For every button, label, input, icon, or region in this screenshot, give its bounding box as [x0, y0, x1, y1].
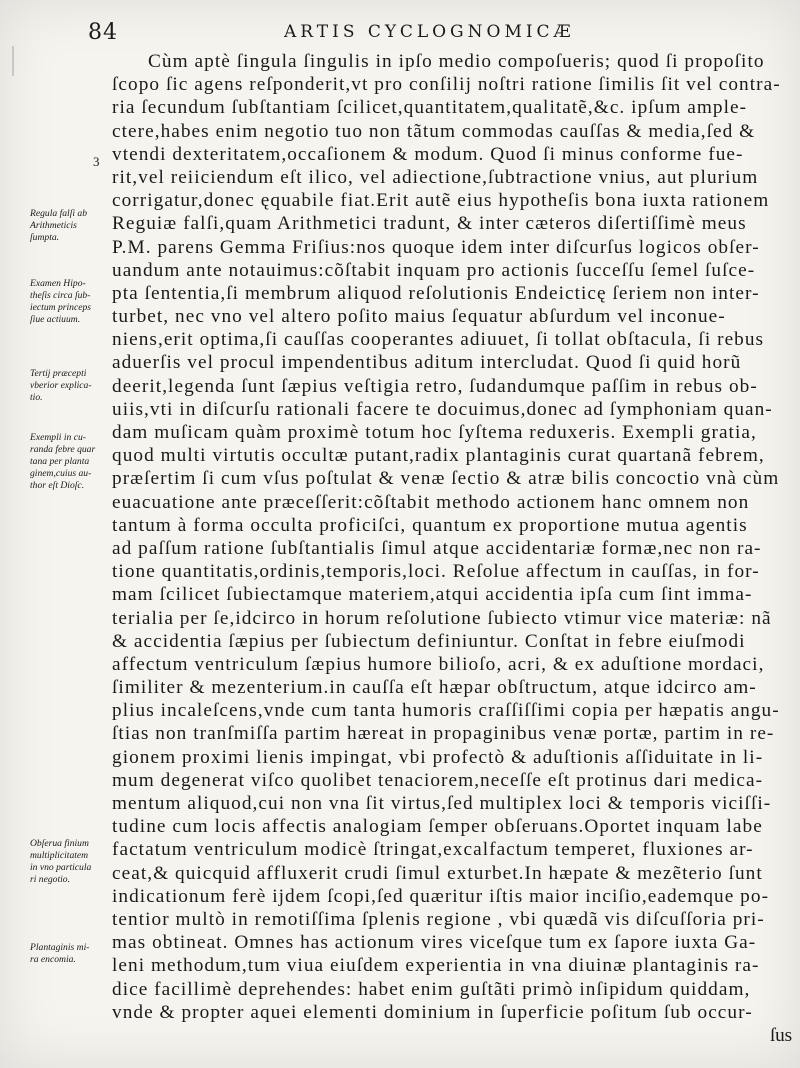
margin-note-examen [30, 278, 110, 326]
note-line: multiplicitatem [30, 850, 89, 861]
text-line: euacuatione ante præceſſerit:cõſtabit methodo actionem hanc omnem non [112, 491, 750, 513]
text-line: corrigatur,donec ęquabile fiat.Erit autẽ eius hypotheſis bona iuxta rationem [112, 190, 770, 212]
note-line: ra encomia. [30, 954, 76, 965]
text-line: uandum ante notauimus:cõſtabit inquam pro actionis ſucceſſu ſemel ſuſce- [112, 259, 756, 281]
text-line: tudine cum locis affectis analogiam ſemper obſeruans.Oportet inquam labe [112, 816, 763, 838]
text-line: quod multi virtutis occultæ putant,radix plantaginis curat quartanã febrem, [112, 445, 765, 467]
text-line: deerit,legenda ſunt ſæpius veſtigia retro, ſudandumque paſſim in rebus ob- [112, 375, 758, 397]
note-line: randa febre quar [30, 444, 96, 455]
note-line: Exempli in cu- [30, 432, 86, 443]
note-line: theſis circa ſub- [30, 290, 91, 301]
text-line: uiis,vti in diſcurſu rationali facere te docuimus,donec ad ſymphoniam quan- [112, 398, 773, 420]
text-line: P.M. parens Gemma Friſius:nos quoque idem inter diſcurſus logicos obſer- [112, 236, 760, 258]
text-line: tione quantitatis,ordinis,temporis,loci. Reſolue affectum in cauſſas, in for- [112, 561, 760, 583]
note-line: Examen Hipo- [30, 278, 86, 289]
text-line: affectum ventriculum ſæpius humore bilioſo, acri, & ex aduſtione mordaci, [112, 653, 765, 675]
text-line: factatum ventriculum modicè ſtringat,excalfactum temperet, fluxiones ar- [112, 839, 754, 861]
text-line: rit,vel reiiciendum eſt ilico, vel adiectione,ſubtractione vnius, aut plurium [112, 166, 759, 188]
text-line: niens,erit optima,ſi cauſſas cooperantes adiuuet, ſi tollat obſtacula, ſi rebus [112, 329, 765, 351]
text-line: terialia per ſe,idcirco in horum reſolutione ſubiecto vtimur vice materiæ: nã [112, 607, 772, 629]
text-line: Cùm aptè ſingula ſingulis in ipſo medio compoſueris; quod ſi propoſito [148, 51, 765, 72]
text-line: ſtias non tranſmiſſa partim hæreat in propaginibus venæ portæ, partim in re- [112, 723, 775, 745]
note-line: tio. [30, 392, 43, 403]
note-line: thor eſt Dioſc. [30, 480, 85, 491]
text-line: pta ſententia,ſi membrum aliquod reſolutionis Endeicticę ſeriem non inter- [112, 282, 760, 304]
margin-note-plantaginis [30, 942, 110, 966]
note-line: ſiue actiuum. [30, 314, 81, 325]
page-number: 84 [88, 20, 118, 45]
note-line: Tertij præcepti [30, 368, 87, 379]
text-line: vnde & propter aquei elementi dominium in ſuperficie poſitum ſub occur- [112, 1001, 753, 1023]
text-line: ctere,habes enim negotio tuo non tãtum commodas cauſſas & media,ſed & [112, 120, 756, 142]
text-line: & accidentia ſæpius per ſubiectum definiuntur. Conſtat in febre eiuſmodi [112, 630, 746, 652]
line-marker: 3 [93, 154, 100, 169]
text-line: ſcopo ſic agens reſponderit,vt pro conſilij noſtri ratione ſimilis ſit vel contra- [112, 74, 781, 96]
text-line: ſimiliter & mezenterium.in cauſſa eſt hæpar obſtructum, atque idcirco am- [112, 677, 757, 699]
note-line: ſumpta. [30, 232, 60, 243]
note-line: ginem,cuius au- [30, 468, 92, 479]
text-line: Reguiæ falſi,quam Arithmetici tradunt, & inter cæteros diſertiſſimè meus [112, 213, 747, 235]
running-head: ARTIS CYCLOGNOMICÆ [284, 22, 575, 42]
note-line: tana per planta [30, 456, 90, 467]
show-through-mark [12, 46, 14, 76]
margin-note-tertij [30, 368, 110, 404]
text-line: turbet, nec vno vel altero poſito maius ſequatur abſurdum vel inconue- [112, 306, 726, 328]
margin-note-regula-falsi [30, 208, 110, 244]
note-line: Arithmeticis [30, 220, 77, 231]
text-line: mas obtineat. Omnes has actionum vires viceſque tum ex ſapore iuxta Ga- [112, 932, 757, 954]
text-line: ad paſſum ratione ſubſtantialis ſimul atque accidentariæ formæ,nec non ra- [112, 537, 762, 559]
margin-note-obserua [30, 838, 110, 886]
text-line: leni methodum,tum viua eiuſdem experientia in vna diuinæ plantaginis ra- [112, 955, 760, 977]
text-line: dice facillimè deprehendes: habet enim guſtãti primò inſipidum quiddam, [112, 978, 751, 1000]
text-line: ria ſecundum ſubſtantiam ſcilicet,quantitatem,qualitatẽ,&c. ipſum ample- [112, 97, 748, 119]
text-line: mum degenerat viſco quolibet tenaciorem,neceſſe eſt protinus dari medica- [112, 769, 764, 791]
note-line: ri negotio. [30, 874, 70, 885]
note-line: Regula falſi ab [30, 208, 88, 219]
page-header [88, 20, 782, 46]
note-line: iectum princeps [30, 302, 92, 313]
note-line: in vno particula [30, 862, 92, 873]
note-line: Obſerua finium [30, 838, 89, 849]
text-line: aduerſis vel procul impendentibus aditum intercludat. Quod ſi quid horũ [112, 352, 742, 374]
margin-note-exempli [30, 432, 110, 492]
text-line: mam ſcilicet ſubiectamque materiem,atqui accidentia ipſa cum ſint imma- [112, 584, 753, 606]
text-line: ceat,& quicquid affluxerit crudi ſimul exturbet.In hæpate & mezẽterio ſunt [112, 862, 763, 884]
text-line: præſertim ſi cum vſus poſtulat & venæ ſectio & atræ bilis concoctio vnà cùm [112, 468, 780, 490]
text-line: dam muſicam quàm proximè totum hoc ſyſtema reduxeris. Exempli gratia, [112, 422, 757, 443]
text-line: tentior multò in remotiſſima ſplenis regione , vbi quædã vis diſcuſſoria pri- [112, 908, 765, 930]
note-line: vberior explica- [30, 380, 92, 391]
text-line: indicationum ferè ijdem ſcopi,ſed quæritur iſtis maior inciſio,eademque po- [112, 885, 770, 907]
text-line: plius incaleſcens,vnde cum tanta humoris craſſiſſimi copia per hæpatis angu- [112, 700, 780, 722]
text-line: mentum aliquod,cui non vna ſit virtus,ſed multiplex loci & temporis viciſſi- [112, 793, 772, 814]
text-line: tantum à forma occulta proficiſci, quantum ex proportione mutua agentis [112, 514, 748, 536]
main-text-block [112, 50, 792, 1047]
text-line: vtendi dexteritatem,occaſionem & modum. Quod ſi minus conforme fue- [112, 143, 744, 165]
text-line: gionem proximi lienis impingat, vbi profectò & aduſtionis aſſiduitate in li- [112, 746, 764, 768]
note-line: Plantaginis mi- [30, 942, 90, 953]
text-line: ſus [769, 1024, 792, 1046]
